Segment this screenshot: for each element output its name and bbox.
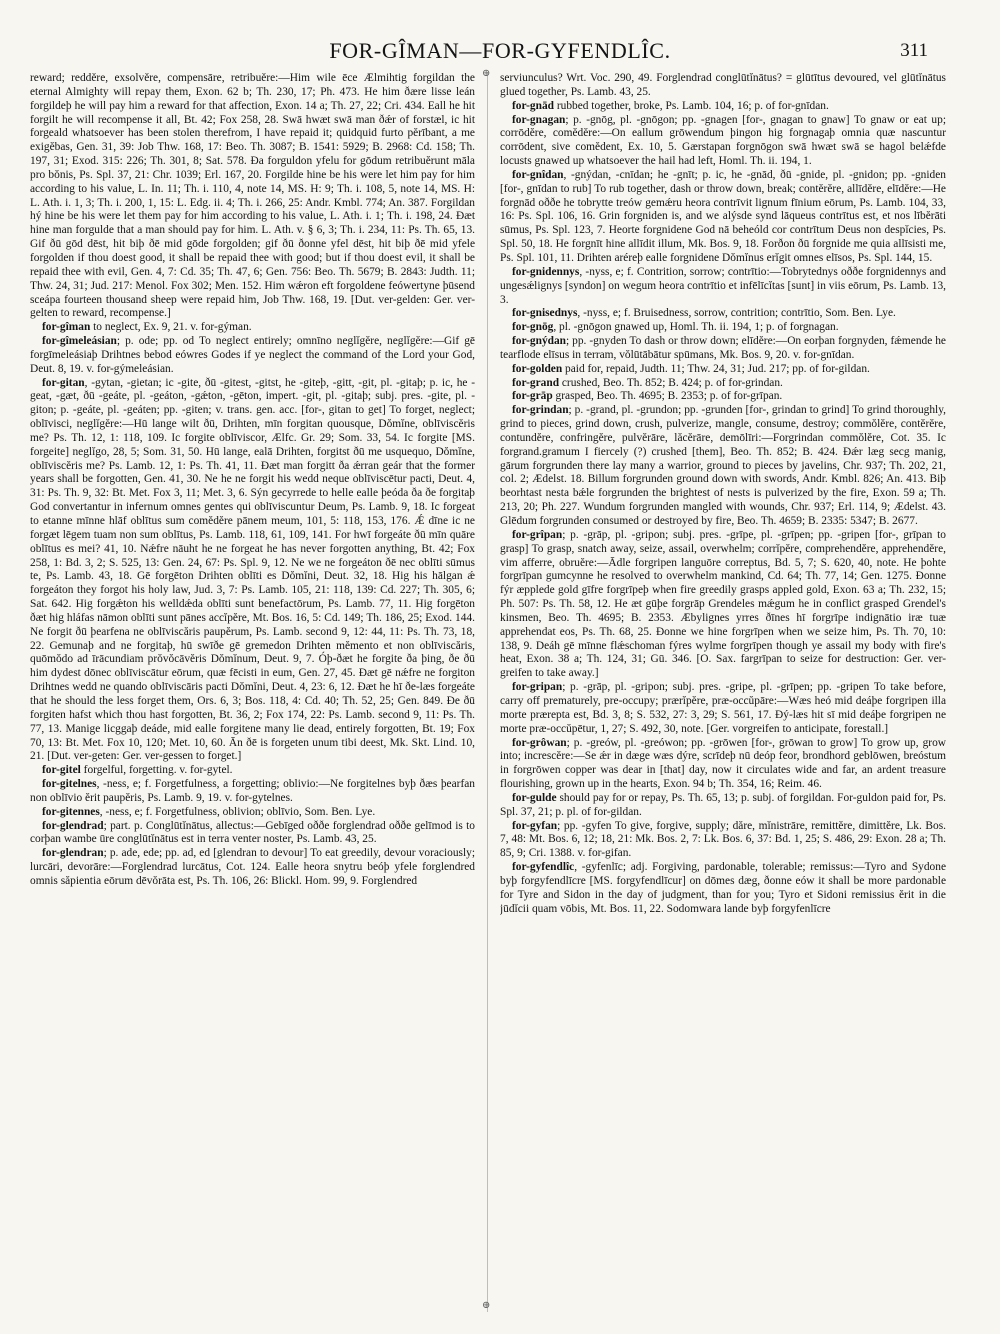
- dictionary-entry: [30, 820, 475, 848]
- dictionary-entry: [500, 114, 946, 169]
- entry-headword: for-gyfan: [512, 819, 558, 832]
- dictionary-entry: [500, 363, 946, 377]
- dictionary-entry: [500, 377, 946, 391]
- entry-text: should pay for or repay, Ps. Th. 65, 13; p. subj. of forgildan. For-guldon paid for, Ps. Spl. 37, 21; p. pl. of for-gildan.: [500, 791, 946, 818]
- dictionary-entry: [30, 806, 475, 820]
- entry-text: paid for, repaid, Judth. 11; Thw. 24, 31; Jud. 217; pp. of for-gildan.: [562, 362, 870, 375]
- entry-headword: for-gyfendlîc: [512, 861, 575, 874]
- entry-headword: for-gitan: [42, 376, 85, 389]
- entry-headword: for-gnidennys: [512, 265, 580, 278]
- entry-headword: for-gitennes: [42, 805, 100, 818]
- dictionary-entry: [500, 529, 946, 681]
- dictionary-entry: [30, 764, 475, 778]
- page-title: FOR-GÎMAN—FOR-GYFENDLÎC.: [329, 38, 671, 63]
- dictionary-entry: [500, 72, 946, 100]
- dictionary-entry: [30, 321, 475, 335]
- entry-headword: for-gripan: [512, 681, 563, 694]
- gutter-marker-top: ⊕: [482, 68, 491, 79]
- dictionary-entry: [500, 390, 946, 404]
- entry-text: serviunculus? Wrt. Voc. 290, 49. Forglendrad conglūtĭnātus? = glūtītus devoured, vel glūtĭnātus glued together, Ps. Lamb. 43, 25.: [500, 72, 946, 98]
- entry-text: ; p. -grāp, pl. -gripon; subj. pres. -gripe, pl. -grīpen; pp. -gripen To take before, carry off prematurely, pre-occupy; prærĭpĕre, præ-occŭpāre:—Wæs heó mid deáþe forgripen illa morte prærepta est, Bd. 3, 8; S. 532, 27: 3, 29; S. 561, 17. Ðý-læs hit sī mid deáþe forgripen ne morte præ-occŭpētur, 1, 27; S. 492, 30, note. [Ger. vorgreifen to anticipate, forestall.]: [500, 681, 946, 735]
- entry-headword: for-glendran: [42, 847, 104, 860]
- column-divider: [487, 72, 488, 1312]
- entry-text: , -gytan, -gietan; ic -gite, ðū -gitest, -gitst, he -giteþ, -gitt, -git, pl. -gitaþ; p. ic, he -geat, -gæt, ðū -geáte, pl. -geáton, -gǽton, -gēton, impert. -git, pl. -gitaþ; subj. pres. -gite, pl. -giton; p. -geáte, pl. -geáten; pp. -giten; v. trans. gen. acc. [for-, gitan to get] To forget, neglect; oblīvisci, neglĭgĕre:—Hū lange wilt ðū, Drihten, mīn forgitan quousque, Dŏmĭne, oblīviscĕris me? Ps. Th. 12, 1: 118, 109. Ic forgite oblīviscor, Ælfc. Gr. 29; Som. 33, 54. Ic forgite [MS. forgeite] neglĭgo, 28, 5; Som. 31, 50. Hū lange, ealā Drihten, forgitst ðū me usquequo, Dŏmĭne, oblīviscĕris me? Ps. Lamb. 12, 1: Ps. Th. 41, 11. Ðæt man forgitt ða ǽrran geár that the former years shall be forgotten, Gen. 41, 30. Ne he ne forgit his wedd neque oblīviscētur pacti, Deut. 4, 31: Ps. Th. 9, 32: Bt. Met. Fox 3, 11; Met. 3, 6. Sýn gecyrrede to helle ealle þeóda ða ðe forgitaþ God convertantur in infernum omnes gentes qui oblīviscuntur Deum, Ps. Lamb. 9, 18. Ic forgeat to etanne mīnne hlāf oblītus sum comĕdĕre pānem meum, 101, 5: 118, 153, 176. Ǽ dīne ic ne forgæt lēgem tuam non sum oblītus, Ps. Lamb. 118, 61, 109, 141. For hwī forgeáte ðū mīn quāre oblītus es mei? 41, 10. Nǽfre nāuht he ne forgeat he has never forgotten anything, Bt. 42; Fox 258, 1: Bd. 3, 2; S. 525, 13: Gen. 24, 67: Ps. Spl. 9, 12. Ne we ne forgeáton ðē nec oblīti sūmus te, Ps. Lamb. 43, 18. Gē forgēton Drihten oblīti es Dŏmĭni, Deut. 32, 18. Hig his hālgan ǽ forgeáton they forgot his holy law, Jud. 3, 7: Ps. Lamb. 105, 21: 118, 139: Cd. 227; Th. 305, 6; Sat. 642. Hig forgǽton his welldǽda oblīti sunt benefactōrum, Ps. Lamb. 77, 11. Hig forgēton ðæt hig hláfas nāmon oblīti sunt pānes accĭpĕre, Mt. Bos. 16, 5: Cd. 149; Th. 186, 25; Exod. 144. Ne forgit ðū þearfena ne oblīviscăris paupĕrum, Ps. Lamb. second 9, 12: 44, 11: Ps. Th. 73, 18, 22. Gemunaþ and ne forgitaþ, hū swīðe gē gremedon Drihten mĕmento et non oblīviscăris, quōmŏdo ad īrācundiam prŏvŏcāvĕris Dŏmĭnum, Deut. 9, 7. Óþ-ðæt he forgite ða þing, ðe ðū him dydest dōnec oblīviscātur eōrum, quæ fēcisti in eum, Gen. 27, 45. Ðæt gē nǽfre ne forgiton Drihtnes wedd ne quando oblīviscāris pacti Dŏmĭni, Deut. 4, 23: 6, 12. Ðæt he hī ðe-læs forgeáte that he should the less forget them, Ors. 6, 3; Bos. 118, 4: Cd. 40; Th. 52, 25; Gen. 849. Ðe ðū forgiten hafst which thou hast forgotten, Bt. 36, 2; Fox 174, 22: Ps. Lamb. second 9, 11: Ps. Th. 77, 13. Manige licggaþ deáde, mid ealle forgitene many lie dead, entirely forgotten, Bt. 19; Fox 70, 13: Bt. Met. Fox 10, 120; Met. 10, 60. Ān ðē is forgeten unum tibi deest, Mk. Skt. Lind. 10, 21. [Dut. ver-geten: Ger. ver-gessen to forget.]: [30, 376, 475, 763]
- entry-headword: for-gnisednys: [512, 307, 578, 320]
- dictionary-entry: [500, 861, 946, 916]
- entry-text: ; p. -grand, pl. -grundon; pp. -grunden [for-, grindan to grind] To grind thoroughly, grind to pieces, grind down, crush, pulverize, mangle, consume, destroy; commŏlĕre, contĕrĕre, contundĕre, confringĕre, pulvĕrāre, lăcĕrāre, demōlīri:—Forgrindan commŏlĕre, Cot. 35. Ic forgrand.gramum I fiercely (?) crushed [them], Beo. Th. 852; B. 424. Ðǽr læg secg manig, gārum forgrunden there lay many a warrior, ground to pieces by javelins, Chr. 937; Th. 202, 21, col. 2; Ædelst. 18. Billum forgrunden ground down with swords, Andr. Kmbl. 826; An. 413. Biþ beorhtast nesta bǽle forgrunden the brightest of nests is pulverized by the fire, Exon. 59 a; Th. 213, 20; Ph. 227. Wundum forgrunden mangled with wounds, Chr. 937; Erl. 114, 9; Ædelst. 43. Glēdum forgrunden consumed or destroyed by fire, Beo. Th. 4659; B. 2335: 5347; B. 2677.: [500, 404, 946, 527]
- right-column: [500, 72, 946, 1312]
- entry-text: , -gyfenlīc; adj. Forgiving, pardonable, tolerable; remissus:—Tyro and Sydone byþ forgyfendlīcre [MS. forgyfendlīcur] on dōmes dæg, ðonne eów it shall be more pardonable for Tyre and Sidon in the day of judgment, than for you; Tyro et Sidoni remissius ĕrit in die jūdĭcii quam vōbis, Mt. Bos. 11, 22. Sodomwara lande byþ forgyfenlīcre: [500, 861, 946, 915]
- entry-text: to neglect, Ex. 9, 21. v. for-gýman.: [90, 321, 252, 334]
- dictionary-entry: [500, 737, 946, 792]
- dictionary-entry: [500, 335, 946, 363]
- dictionary-entry: [500, 266, 946, 308]
- entry-text: , -nyss, e; f. Contrition, sorrow; contrītio:—Tobrytednys oððe forgnidennys and ungesǽlignys [syndon] on wegum heora contrītio et infēlīcĭtas [sunt] in viis eōrum, Ps. Lamb. 13, 3.: [500, 265, 946, 306]
- entry-headword: for-gnagan: [512, 113, 566, 126]
- dictionary-entry: [30, 335, 475, 377]
- dictionary-entry: [30, 847, 475, 889]
- dictionary-entry: [500, 792, 946, 820]
- entry-text: ; pp. -gyfen To give, forgive, supply; dăre, mĭnistrāre, remittĕre, dimittĕre, Lk. Bos. 7, 48: Mt. Bos. 6, 12; 18, 21: Mk. Bos. 2, 7: Lk. Bos. 6, 37: Bd. 1, 25; S. 486, 29: Exon. 28 a; Th. 85, 9; Cri. 1388. v. for-gifan.: [500, 819, 946, 860]
- entry-text: crushed, Beo. Th. 852; B. 424; p. of for-grindan.: [559, 376, 783, 389]
- entry-headword: for-grîpan: [512, 528, 563, 541]
- entry-headword: for-gnōg: [512, 321, 554, 334]
- entry-headword: for-grindan: [512, 404, 569, 417]
- dictionary-entry: [500, 169, 946, 266]
- entry-text: ; p. -grāp, pl. -gripon; subj. pres. -grīpe, pl. -grīpen; pp. -gripen [for-, grīpan to grasp] To grasp, snatch away, seize, assail, overwhelm; corrĭpĕre, comprehendĕre, apprehendĕre, vim afferre, obruĕre:—Ādle forgripen languōre correptus, Bd. 5, 7; S. 620, 40, note. He þohte forgrīpan gumcynne he resolved to overwhelm mankind, Cd. 64; Th. 77, 14; Gen. 1275. Ðonne fýr æpplede gold gīfre forgrīpeþ when fire greedily grasps appled gold, Exon. 63 a; Th. 232, 15; Ph. 507: Ps. Th. 58, 12. He æt gūþe forgrāp Grendeles mǽgum he in conflict grasped Grendel's kinsmen, Beo. Th. 4695; B. 2353. Æbylignes yrres ðīnes hī forgrīpe indignātio iræ tuæ apprehendat eos, Ps. Th. 68, 25. Ðonne we hine forgrīpen when we seize him, Ps. Th. 70, 10: 138, 9. Deáh gē mīnne flǽschoman fýres wylme forgrīpen though ye assail my body with fire's heat, Exon. 38 a; Th. 124, 31; Gū. 346. [O. Sax. fargrīpan to seize for destruction: Ger. ver-greifen to take away.]: [500, 528, 946, 680]
- entry-headword: for-gîman: [42, 321, 91, 334]
- entry-headword: for-gitelnes: [42, 778, 97, 791]
- entry-headword: for-grāp: [512, 390, 553, 403]
- dictionary-entry: [500, 321, 946, 335]
- entry-headword: for-grand: [512, 376, 560, 389]
- entry-text: , -ness, e; f. Forgetfulness, a forgetting; oblivio:—Ne forgitelnes byþ ðæs þearfan non oblīvio ĕrit paupĕris, Ps. Lamb. 9, 19. v. for-gytelnes.: [30, 778, 475, 804]
- entry-text: ; p. -greów, pl. -greówon; pp. -grōwen [for-, grōwan to grow] To grow up, grow into; increscĕre:—Se ǽr in dæge wæs dýre, scrīdeþ nū deóp feor, brondhord geblōwen, breóstum in forgrōwen copper was dear in [that] day, now it circulates wide and far, an ardent treasure flourishing, grown up in the hearts, Exon. 94 b; Th. 354, 16; Reim. 46.: [500, 736, 946, 791]
- dictionary-entry: [30, 377, 475, 765]
- dictionary-entry: [30, 72, 475, 321]
- entry-text: , -nyss, e; f. Bruisedness, sorrow, contrition; contrītio, Som. Ben. Lye.: [577, 307, 896, 320]
- entry-text: rubbed together, broke, Ps. Lamb. 104, 16; p. of for-gnīdan.: [553, 99, 829, 112]
- entry-text: ; p. -gnōg, pl. -gnōgon; pp. -gnagen [for-, gnagan to gnaw] To gnaw or eat up; corrōdĕre, comĕdĕre:—On eallum grōwendum þingon hig forgnagaþ omnia quæ nascuntur corrōdent, sive comĕdent, Ex. 10, 5. Gærstapan forgnōgon swā hwæt swā se hagol belǽfde locusts gnawed up whatsoever the hail had left, Homl. Th. ii. 194, 1.: [500, 113, 946, 168]
- dictionary-entry: [500, 404, 946, 529]
- entry-headword: for-golden: [512, 362, 563, 375]
- entry-text: , -ness, e; f. Forgetfulness, oblivion; oblīvio, Som. Ben. Lye.: [99, 805, 376, 818]
- entry-headword: for-glendrad: [42, 819, 104, 832]
- entry-text: ; pp. -gnyden To dash or throw down; elīdĕre:—On eorþan forgnyden, fǽmende he tearflode elīsus in terram, vŏlūtābātur spūmans, Mk. Bos. 9, 20. v. for-gnīdan.: [500, 335, 946, 361]
- entry-text: , -gnýdan, -cnīdan; he -gnīt; p. ic, he -gnād, ðū -gnide, pl. -gnidon; pp. -gniden [for-, gnīdan to rub] To rub together, dash or throw down, break; contĕrĕre, allīdĕre, elīdĕre:—He forgnād oððe he tobrytte treów gemǽru heora contrīvit lignum fīnium eōrum, Ps. Lamb. 104, 33, 16: Ps. Spl. 106, 16. Grin forgniden is, and we alýsde synd lāqueus contrītus est, et nos lībĕrāti sūmus, Ps. Spl. 123, 7. Heorte forgnidene God nā beheóld cor contrītum Deus non despĭcies, Ps. Spl. 50, 18. He forgnīt hine allīdit illum, Mk. Bos. 9, 18. Forðon ðū forgnide me quia allīsisti me, Ps. Spl. 101, 11. Drihten aréreþ ealle forgnidene Dŏmĭnus erĭgit omnes elīsos, Ps. Spl. 144, 15.: [500, 168, 946, 264]
- entry-text: reward; redděre, exsolvěre, compensāre, retribuěre:—Him wile ēce Ælmihtig forgildan the eternal Almighty will repay them, Exon. 62 b; Th. 230, 17; Ph. 473. He him ðære lisse leán forgildeþ he will pay him a reward for that affection, Exon. 14 a; Th. 27, 22; Cri. 434. Eall he hit forgilt he will recompense it all, Bt. 42; Fox 258, 28. Swā hwæt swā man ðǽr of forstæl, ic hit forgeald whatsoever has been stolen therefrom, I have repaid it; quidquid furto pĕrībant, a me exigĕbas, Gen. 31, 39: Job Thw. 168, 17: Beo. Th. 3087; B. 1541: 5929; B. 2968: Cd. 158; Th. 197, 31; Exod. 315: 226; Th. 301, 8; Sat. 578. Ða forguldon yfelu for gōdum retribuĕrunt māla pro bŏnis, Ps. Spl. 37, 21: Chr. 1039; Erl. 167, 20. Forgilde hine be his were let him pay for him according to his value, L. In. 11; Th. i. 110, 4, note 14, MS. H: 9; Th. i. 108, 5, note 14, MS. H: L. Ath. i. 1, 3; Th. i. 200, 1, 15: L. Edg. ii. 4; Th. i. 266, 25: Andr. Kmbl. 774; An. 387. Forgildan hý hine be his were let them pay for him according to his value, L. Ath. i. 1; Th. i. 198, 24. Ðæt hine man forgulde that a man should pay for him. L. Ath. v. § 6, 3; Th. i. 234, 11: Ps. Th. 65, 13. Gif ðū gōd dēst, hit biþ ðē mid gōde forgolden; gif ðū ðonne yfel dēst, hit biþ ðē mid yfele forgolden if thou doest good, it shall be repaid thee with good; but if thou doest evil, it shall be repaid thee with evil, Gen. 4, 7: Cd. 35; Th. 47, 6; Gen. 756: Beo. Th. 5679; B. 2843: Judth. 11; Thw. 24, 31; Jud. 217: Menol. Fox 302; Men. 152. Him wǽron eft forgoldene feówertyne þūsend sceápa fourteen thousand sheep were repaid him, Job Thw. 168, 19. [Dut. ver-gelden: Ger. ver-gelten to reward, recompense.]: [30, 72, 475, 320]
- left-column: [30, 72, 475, 1312]
- running-header: [0, 38, 1000, 68]
- entry-headword: for-grôwan: [512, 736, 567, 749]
- dictionary-entry: [500, 100, 946, 114]
- entry-headword: for-gîmeleásian: [42, 335, 117, 348]
- dictionary-entry: [500, 820, 946, 862]
- entry-headword: for-gulde: [512, 791, 557, 804]
- entry-headword: for-gnýdan: [512, 335, 567, 348]
- entry-headword: for-gitel: [42, 764, 81, 777]
- entry-headword: for-gnîdan: [512, 168, 564, 181]
- entry-text: grasped, Beo. Th. 4695; B. 2353; p. of for-grīpan.: [552, 390, 783, 403]
- dictionary-entry: [500, 307, 946, 321]
- entry-text: ; p. ade, ede; pp. ad, ed [glendran to devour] To eat greedily, devour voraciously; lurcāri, devorāre:—Forglendrad lurcātus, Cot. 124. Ealle heora snytru beóþ yfele forglendred omnis săpientia eōrum dēvŏrāta est, Ps. Th. 106, 26: Blickl. Hom. 99, 9. Forglendred: [30, 847, 475, 887]
- gutter-marker-bottom: ⊕: [482, 1300, 491, 1311]
- page-number: 311: [900, 40, 928, 61]
- entry-text: forgelful, forgetting. v. for-gytel.: [80, 764, 233, 777]
- entry-text: , pl. -gnōgon gnawed up, Homl. Th. ii. 194, 1; p. of forgnagan.: [553, 321, 839, 334]
- entry-text: ; part. p. Conglūtĭnātus, allectus:—Gebīged oððe forglendrad oððe gelīmod is to corþan wambe ūre conglūtĭnātus est in terra venter noster, Ps. Lamb. 43, 25.: [30, 819, 475, 846]
- dictionary-entry: [500, 681, 946, 736]
- dictionary-entry: [30, 778, 475, 806]
- entry-headword: for-gnād: [512, 99, 554, 112]
- entry-text: ; p. ode; pp. od To neglect entirely; omnīno neglĭgĕre, neglĭgĕre:—Gif gē forgīmeleásiaþ Drihtnes bebod eówres Godes if ye neglect the command of the Lord your God, Deut. 8, 19. v. for-gýmeleásian.: [30, 335, 475, 375]
